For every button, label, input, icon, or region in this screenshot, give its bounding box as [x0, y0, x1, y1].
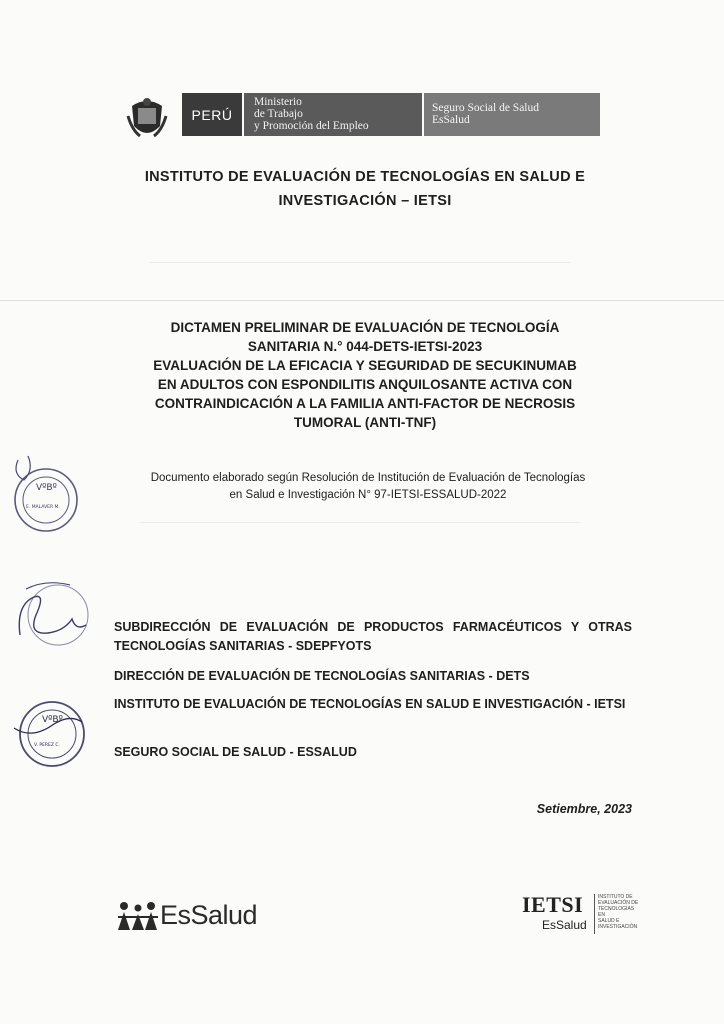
- org-instituto: INSTITUTO DE EVALUACIÓN DE TECNOLOGÍAS EN SALUD E INVESTIGACIÓN - IETSI: [114, 697, 626, 711]
- ministry-label: Ministerio de Trabajo y Promoción del Empleo: [244, 93, 422, 136]
- institute-title: INSTITUTO DE EVALUACIÓN DE TECNOLOGÍAS EN SALUD E INVESTIGACIÓN – IETSI: [144, 169, 586, 209]
- vobo-stamp-1: [8, 440, 82, 544]
- stamp-2-name: V. PEREZ C.: [34, 743, 60, 748]
- stamp-2-vobo: VºBº: [42, 715, 63, 725]
- essalud-logo: [112, 890, 292, 940]
- org-seguro: SEGURO SOCIAL DE SALUD - ESSALUD: [114, 745, 357, 759]
- document-date: Setiembre, 2023: [536, 802, 632, 816]
- essalud-header-label: Seguro Social de Salud EsSalud: [424, 93, 600, 136]
- family-figures-icon: [116, 900, 160, 932]
- scan-artifact-line: [140, 522, 580, 523]
- ietsi-logo-text: IETSI: [522, 892, 584, 917]
- org-direccion: DIRECCIÓN DE EVALUACIÓN DE TECNOLOGÍAS SANITARIAS - DETS: [114, 669, 530, 683]
- page-fold-line: [0, 300, 724, 301]
- resolution-note: Documento elaborado según Resolución de Institución de Evaluación de Tecnologías en Salud e Investigación N° 97-IETSI-ESSALUD-2022: [150, 472, 586, 501]
- ietsi-logo-subtext: EsSalud: [542, 918, 587, 932]
- essalud-logo-text: EsSalud: [160, 900, 258, 930]
- ietsi-logo-divider: [594, 894, 595, 934]
- ietsi-logo-caption: INSTITUTO DE EVALUACIÓN DE TECNOLOGÍAS EN SALUD E INVESTIGACIÓN: [598, 894, 639, 930]
- government-header: [118, 88, 602, 144]
- ietsi-logo: [522, 892, 642, 940]
- peru-coat-of-arms-icon: [126, 96, 168, 140]
- org-subdireccion: SUBDIRECCIÓN DE EVALUACIÓN DE PRODUCTOS FARMACÉUTICOS Y OTRAS TECNOLOGÍAS SANITARIAS - SDEPFYOTS: [114, 620, 632, 653]
- scan-artifact-line: [150, 262, 570, 263]
- peru-label: PERÚ: [182, 93, 242, 136]
- vobo-stamp-2: [10, 688, 88, 780]
- signature-mark: [6, 575, 96, 655]
- stamp-1-name: E. MALAVER M.: [26, 505, 60, 510]
- stamp-1-vobo: VºBº: [36, 483, 57, 493]
- dictamen-title: DICTAMEN PRELIMINAR DE EVALUACIÓN DE TECNOLOGÍA SANITARIA N.° 044-DETS-IETSI-2023 EVALUACIÓN DE LA EFICACIA Y SEGURIDAD DE SECUKINUMAB EN ADULTOS CON ESPONDILITIS ANQUILOSANTE ACTIVA CON CONTRAINDICACIÓN A LA FAMILIA ANTI-FACTOR DE NECROSIS TUMORAL (ANTI-TNF): [153, 320, 577, 430]
